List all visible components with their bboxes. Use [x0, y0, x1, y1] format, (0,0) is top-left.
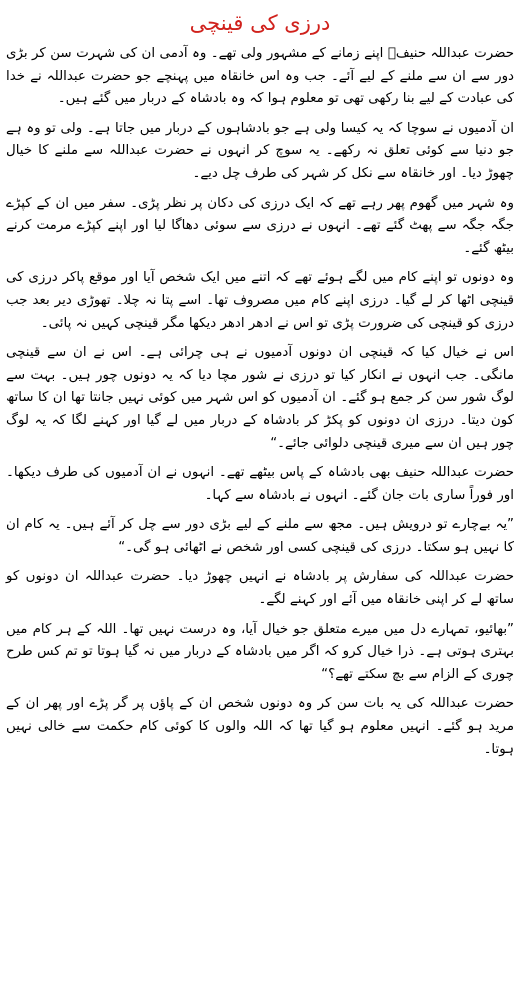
paragraph-5: اس نے خیال کیا کہ قینچی ان دونوں آدمیوں نے ہی چرائی ہے۔ اس نے ان سے قینچی مانگی۔ جب انہوں نے انکار کیا تو درزی نے شور مچا دیا کہ یہ دونوں چور ہیں۔ بہت سے لوگ شور سن کر جمع ہو گئے۔ ان آدمیوں کو اس شہر میں کوئی نہیں جانتا تھا ان کا ساتھ کون دیتا۔ درزی ان دونوں کو پکڑ کر بادشاہ کے دربار میں لے گیا اور کہنے لگا کہ یہ لوگ چور ہیں ان سے میری قینچی دلوائی جائے۔“: [6, 345, 514, 451]
paragraph-8: حضرت عبداللہ کی سفارش پر بادشاہ نے انہیں چھوڑ دیا۔ حضرت عبداللہ ان دونوں کو ساتھ لے کر اپنی خانقاہ میں آئے اور کہنے لگے۔: [6, 569, 514, 608]
paragraph-7: ”یہ بےچارے تو درویش ہیں۔ مجھ سے ملنے کے لیے بڑی دور سے چل کر آئے ہیں۔ یہ کام ان کا نہیں ہو سکتا۔ درزی کی قینچی کسی اور شخص نے اٹھائی ہو گی۔“: [6, 517, 514, 555]
article-title: درزی کی قینچی: [189, 11, 331, 35]
paragraph-4: وہ دونوں تو اپنے کام میں لگے ہوئے تھے کہ اتنے میں ایک شخص آیا اور موقع پاکر درزی کی قینچی اٹھا کر لے گیا۔ درزی اپنے کام میں مصروف تھا۔ اسے پتا نہ چلا۔ تھوڑی دیر بعد جب درزی کو قینچی کی ضرورت پڑی تو اس نے ادھر ادھر دیکھا مگر قینچی کہیں نہ پائی۔: [6, 270, 514, 331]
paragraph-2: ان آدمیوں نے سوچا کہ یہ کیسا ولی ہے جو بادشاہوں کے دربار میں جاتا ہے۔ ولی تو وہ ہے جو دنیا سے کوئی تعلق نہ رکھے۔ یہ سوچ کر انہوں نے حضرت عبداللہ سے ملنے کا خیال چھوڑ دیا۔ اور خانقاہ سے نکل کر شہر کی طرف چل دیے۔: [6, 120, 514, 181]
paragraph-3: وہ شہر میں گھوم پھر رہے تھے کہ ایک درزی کی دکان پر نظر پڑی۔ سفر میں ان کے کپڑے جگہ جگہ سے پھٹ گئے تھے۔ انہوں نے درزی سے سوئی دھاگا لیا اور اپنے کپڑے مرمت کرنے بیٹھ گئے۔: [6, 195, 514, 256]
paragraph-10: حضرت عبداللہ کی یہ بات سن کر وہ دونوں شخص ان کے پاؤں پر گر پڑے اور پھر ان کے مرید ہو گئے۔ انہیں معلوم ہو گیا تھا کہ اللہ والوں کا کوئی کام حکمت سے خالی نہیں ہوتا۔: [6, 696, 514, 757]
paragraph-1: حضرت عبداللہ حنیفؒ اپنے زمانے کے مشہور ولی تھے۔ وہ آدمی ان کی شہرت سن کر بڑی دور سے ان سے ملنے کے لیے آئے۔ جب وہ اس خانقاہ میں پہنچے جو حضرت عبداللہ نے خدا کی عبادت کے لیے بنا رکھی تھی تو معلوم ہوا کہ وہ بادشاہ کے دربار میں گئے ہیں۔: [6, 46, 514, 107]
paragraph-9: ”بھائیو، تمہارے دل میں میرے متعلق جو خیال آیا، وہ درست نہیں تھا۔ اللہ کے ہر کام میں بہتری ہوتی ہے۔ ذرا خیال کرو کہ اگر میں بادشاہ کے دربار میں نہ گیا ہوتا تو تم کس طرح چوری کے الزام سے بچ سکتے تھے؟“: [6, 621, 514, 682]
paragraph-6: حضرت عبداللہ حنیف بھی بادشاہ کے پاس بیٹھے تھے۔ انہوں نے ان آدمیوں کی طرف دیکھا۔ اور فوراً ساری بات جان گئے۔ انہوں نے بادشاہ سے کہا۔: [6, 465, 514, 503]
